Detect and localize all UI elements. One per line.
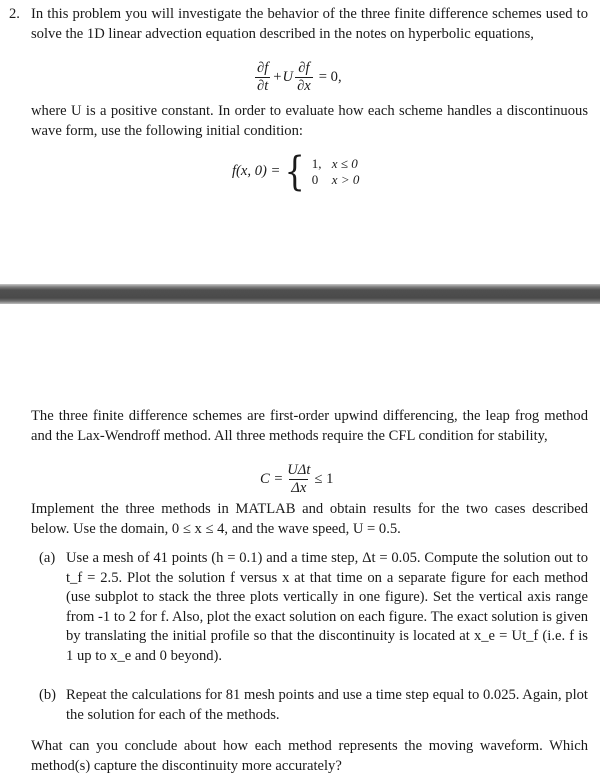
sub-question-a-text: Use a mesh of 41 points (h = 0.1) and a time step, Δt = 0.05. Compute the solution out to t_f = 2.5. Plot the solution f versus x at that time on a separate figure for each method (use subplot to stack the three plots vertically in one figure). Set the vertical axis range from -1 to 2 for f. Also, plot the exact solution on each figure. The exact solution is given by translating the initial profile so that the discontinuity is located at x_e = Ut_f (i.e. f is 1 up to x_e and 0 beyond). — [66, 550, 588, 664]
equation-rhs: = 0, — [318, 68, 342, 85]
case-1 — [312, 156, 360, 172]
cfl-condition — [260, 462, 333, 497]
advection-equation — [253, 60, 342, 95]
case-2 — [312, 172, 360, 188]
initial-condition-lhs: f(x, 0) = — [232, 163, 281, 180]
sub-question-b-text: Repeat the calculations for 81 mesh points and use a time step equal to 0.025. Again, plot the solution for each of the methods. — [66, 687, 588, 723]
case-1-condition: x ≤ 0 — [331, 156, 358, 171]
page-bottom — [0, 304, 600, 784]
case-1-value: 1, — [311, 156, 322, 171]
speed-coefficient: U — [282, 68, 294, 85]
piecewise-cases — [312, 156, 360, 188]
page-separator — [0, 284, 600, 304]
schemes-text: The three finite difference schemes are first-order upwind differencing, the leap frog method and the Lax-Wendroff method. All three methods require the CFL condition for stability, — [31, 408, 588, 444]
initial-condition — [232, 149, 360, 195]
df-numerator: ∂f — [257, 60, 269, 76]
page-top — [0, 0, 600, 284]
problem-number: 2. — [9, 6, 20, 22]
sub-question-b-label: (b) — [39, 687, 57, 703]
df-numerator-2: ∂f — [298, 60, 310, 76]
left-brace: { — [284, 149, 306, 195]
cfl-numerator: UΔt — [287, 462, 311, 478]
dt-denominator: ∂t — [257, 78, 269, 94]
df-dx-fraction — [295, 60, 313, 95]
cfl-rhs: ≤ 1 — [314, 470, 334, 487]
plus-sign: + — [273, 68, 282, 85]
dx-denominator: ∂x — [297, 78, 311, 94]
where-text: where U is a positive constant. In order to evaluate how each scheme handles a discontinuous wave form, use the following initial condition: — [31, 103, 588, 139]
conclusion-text: What can you conclude about how each method represents the moving waveform. Which method(s) capture the discontinuity more accurately? — [31, 738, 588, 774]
df-dt-fraction — [255, 60, 270, 95]
problem-intro: In this problem you will investigate the behavior of the three finite difference schemes used to solve the 1D linear advection equation described in the notes on hyperbolic equations, — [31, 6, 588, 42]
sub-question-a-label: (a) — [39, 550, 56, 566]
cfl-fraction — [285, 462, 312, 497]
case-2-value: 0 — [311, 172, 319, 187]
case-2-condition: x > 0 — [331, 172, 360, 187]
cfl-lhs: C = — [260, 470, 284, 487]
implement-text: Implement the three methods in MATLAB and obtain results for the two cases described below. Use the domain, 0 ≤ x ≤ 4, and the wave speed, U = 0.5. — [31, 501, 588, 537]
cfl-denominator: Δx — [291, 480, 307, 496]
